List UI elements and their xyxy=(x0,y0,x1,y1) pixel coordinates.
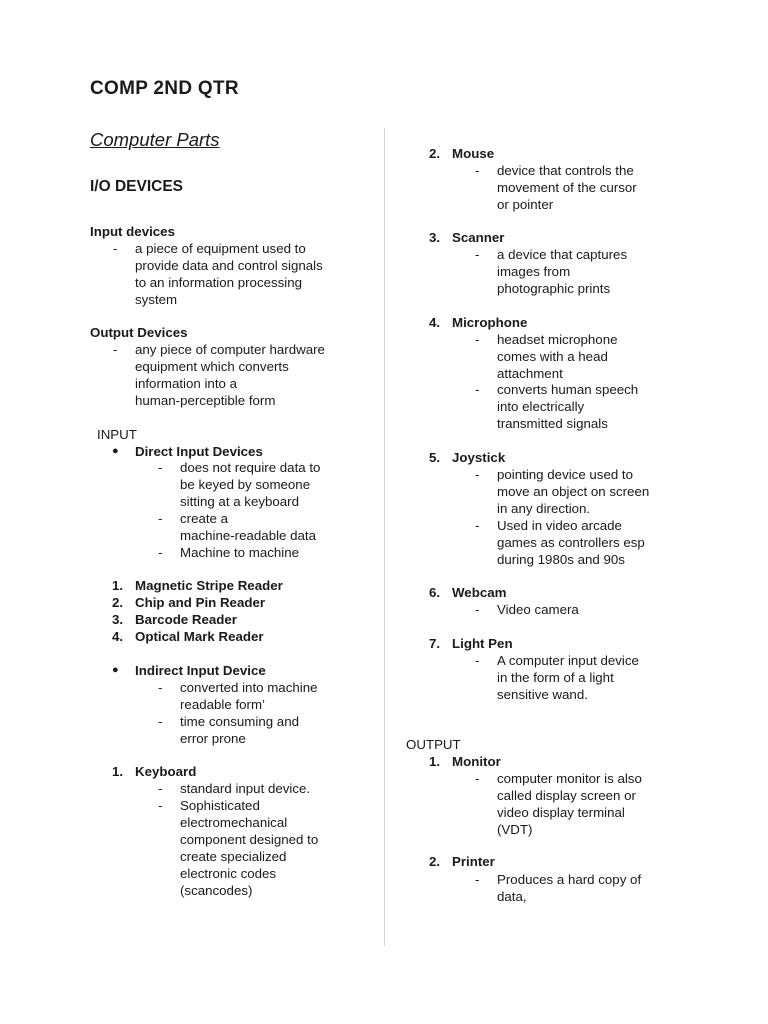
dash-marker: - xyxy=(475,382,480,397)
dash-marker: - xyxy=(158,511,163,526)
microphone-item-label: Microphone xyxy=(452,315,528,330)
input-devices-label: Input devices xyxy=(90,224,175,239)
keyboard-description: create specialized xyxy=(180,849,287,864)
dash-marker: - xyxy=(158,798,163,813)
joystick-item-label: Joystick xyxy=(452,450,506,465)
bullet-marker: ● xyxy=(112,445,119,457)
microphone-description: converts human speech xyxy=(497,382,639,397)
indirect-input-description: readable form’ xyxy=(180,697,265,712)
input-devices-description: to an information processing xyxy=(135,275,303,290)
dash-marker: - xyxy=(475,872,480,887)
indirect-input-description: error prone xyxy=(180,731,246,746)
printer-description: data, xyxy=(497,889,527,904)
dash-marker: - xyxy=(475,653,480,668)
direct-input-description: sitting at a keyboard xyxy=(180,494,300,509)
keyboard-item-label: Keyboard xyxy=(135,764,197,779)
microphone-item-number: 4. xyxy=(429,315,441,330)
direct-device-item-label: Barcode Reader xyxy=(135,612,237,627)
direct-input-description: be keyed by someone xyxy=(180,477,311,492)
direct-device-item-number: 3. xyxy=(112,612,124,627)
keyboard-description: component designed to xyxy=(180,832,319,847)
joystick-description: games as controllers esp xyxy=(497,535,645,550)
dash-marker: - xyxy=(158,714,163,729)
direct-input-description: does not require data to xyxy=(180,460,321,475)
light-pen-description: A computer input device xyxy=(497,653,639,668)
output-devices-label: Output Devices xyxy=(90,325,188,340)
printer-item-number: 2. xyxy=(429,854,441,869)
dash-marker: - xyxy=(158,680,163,695)
dash-marker: - xyxy=(113,241,118,256)
direct-device-item-number: 2. xyxy=(112,595,124,610)
keyboard-description: electronic codes xyxy=(180,866,277,881)
monitor-item-number: 1. xyxy=(429,754,441,769)
light-pen-item-label: Light Pen xyxy=(452,636,513,651)
dash-marker: - xyxy=(475,467,480,482)
mouse-description: movement of the cursor xyxy=(497,180,637,195)
printer-item-label: Printer xyxy=(452,854,495,869)
scanner-description: photographic prints xyxy=(497,281,611,296)
light-pen-description: in the form of a light xyxy=(497,670,614,685)
output-devices-description: human-perceptible form xyxy=(135,393,276,408)
microphone-description: headset microphone xyxy=(497,332,618,347)
input-section-label: INPUT xyxy=(97,427,137,442)
keyboard-description: electromechanical xyxy=(180,815,288,830)
dash-marker: - xyxy=(158,545,163,560)
dash-marker: - xyxy=(475,247,480,262)
direct-device-item-label: Optical Mark Reader xyxy=(135,629,264,644)
scanner-description: images from xyxy=(497,264,571,279)
webcam-description: Video camera xyxy=(497,602,579,617)
microphone-description: into electrically xyxy=(497,399,585,414)
dash-marker: - xyxy=(158,781,163,796)
input-devices-description: system xyxy=(135,292,178,307)
dash-marker: - xyxy=(158,460,163,475)
joystick-description: move an object on screen xyxy=(497,484,650,499)
monitor-item-label: Monitor xyxy=(452,754,501,769)
direct-input-description: create a xyxy=(180,511,229,526)
printer-description: Produces a hard copy of xyxy=(497,872,642,887)
webcam-item-number: 6. xyxy=(429,585,441,600)
webcam-item-label: Webcam xyxy=(452,585,507,600)
output-section-label: OUTPUT xyxy=(406,737,461,752)
microphone-description: attachment xyxy=(497,366,563,381)
section-subtitle: Computer Parts xyxy=(90,129,220,150)
column-divider xyxy=(384,128,385,946)
dash-marker: - xyxy=(475,602,480,617)
keyboard-description: standard input device. xyxy=(180,781,311,796)
direct-device-item-number: 1. xyxy=(112,578,124,593)
keyboard-item-number: 1. xyxy=(112,764,124,779)
scanner-item-number: 3. xyxy=(429,230,441,245)
monitor-description: computer monitor is also xyxy=(497,771,642,786)
direct-device-item-number: 4. xyxy=(112,629,124,644)
direct-device-item-label: Magnetic Stripe Reader xyxy=(135,578,283,593)
direct-input-description: machine-readable data xyxy=(180,528,317,543)
indirect-input-device-label: Indirect Input Device xyxy=(135,663,266,678)
microphone-description: comes with a head xyxy=(497,349,608,364)
indirect-input-description: converted into machine xyxy=(180,680,318,695)
light-pen-item-number: 7. xyxy=(429,636,441,651)
keyboard-description: Sophisticated xyxy=(180,798,260,813)
joystick-description: during 1980s and 90s xyxy=(497,552,625,567)
io-devices-heading: I/O DEVICES xyxy=(90,178,184,195)
dash-marker: - xyxy=(475,518,480,533)
joystick-description: pointing device used to xyxy=(497,467,634,482)
input-devices-description: a piece of equipment used to xyxy=(135,241,306,256)
joystick-description: Used in video arcade xyxy=(497,518,622,533)
joystick-description: in any direction. xyxy=(497,501,591,516)
monitor-description: video display terminal xyxy=(497,805,625,820)
indirect-input-description: time consuming and xyxy=(180,714,299,729)
dash-marker: - xyxy=(475,332,480,347)
direct-input-description: Machine to machine xyxy=(180,545,299,560)
monitor-description: (VDT) xyxy=(497,822,533,837)
monitor-description: called display screen or xyxy=(497,788,636,803)
output-devices-description: equipment which converts xyxy=(135,359,289,374)
scanner-item-label: Scanner xyxy=(452,230,505,245)
dash-marker: - xyxy=(475,163,480,178)
light-pen-description: sensitive wand. xyxy=(497,687,588,702)
keyboard-description: (scancodes) xyxy=(180,883,253,898)
dash-marker: - xyxy=(113,342,118,357)
scanner-description: a device that captures xyxy=(497,247,628,262)
joystick-item-number: 5. xyxy=(429,450,441,465)
output-devices-description: any piece of computer hardware xyxy=(135,342,325,357)
direct-input-devices-label: Direct Input Devices xyxy=(135,444,263,459)
mouse-item-number: 2. xyxy=(429,146,441,161)
mouse-item-label: Mouse xyxy=(452,146,495,161)
mouse-description: or pointer xyxy=(497,197,554,212)
mouse-description: device that controls the xyxy=(497,163,634,178)
input-devices-description: provide data and control signals xyxy=(135,258,323,273)
document-title: COMP 2ND QTR xyxy=(90,78,239,99)
output-devices-description: information into a xyxy=(135,376,237,391)
bullet-marker: ● xyxy=(112,664,119,676)
microphone-description: transmitted signals xyxy=(497,416,608,431)
direct-device-item-label: Chip and Pin Reader xyxy=(135,595,266,610)
dash-marker: - xyxy=(475,771,480,786)
